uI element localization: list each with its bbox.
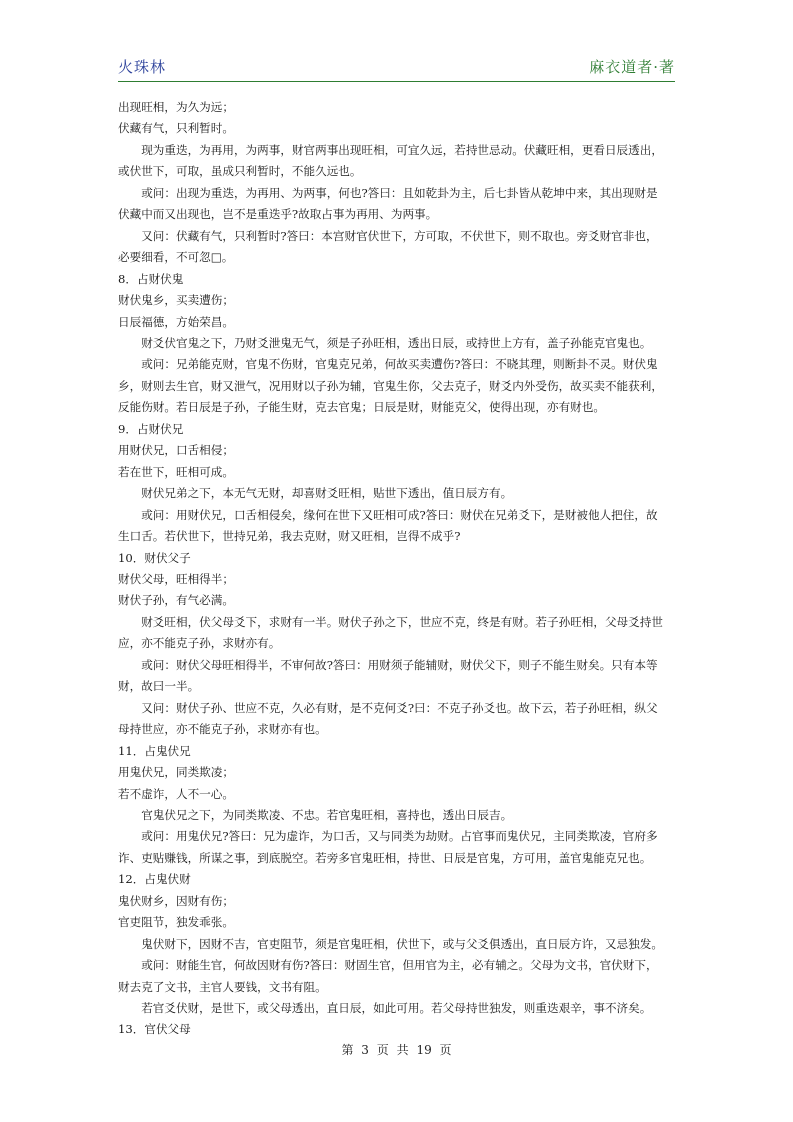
page-footer — [0, 1041, 793, 1058]
text-line: 官鬼伏兄之下，为同类欺凌、不忠。若官鬼旺相，喜持也，透出日辰吉。 — [118, 807, 513, 822]
total-label: 共 — [396, 1043, 409, 1057]
text-line: 必要细看，不可忽□。 — [118, 250, 234, 265]
text-line: 乡，财则去生官，财又泄气，况用财以子孙为辅，官鬼生你，父去克子，财爻内外受伤，故买卖不能获利， — [118, 378, 663, 393]
text-line: 若官爻伏财，是世下，或父母透出，直日辰，如此可用。若父母持世独发，则重迭艰辛，事不济矣。 — [118, 1001, 652, 1016]
text-line: 或伏世下，可取，虽成只利暂时，不能久远也。 — [118, 164, 362, 179]
text-line: 11．占鬼伏兄 — [118, 743, 191, 758]
text-line: 出现旺相，为久为远； — [118, 100, 234, 114]
text-line: 又问：伏藏有气，只利暂时?答曰：本宫财官伏世下，方可取，不伏世下，则不取也。旁爻财官非也， — [118, 228, 658, 243]
text-line: 用鬼伏兄，同类欺凌； — [118, 765, 234, 780]
page-unit: 页 — [376, 1043, 389, 1057]
author-credit: 麻衣道者·著 — [589, 58, 675, 76]
page-number: 3 — [361, 1043, 369, 1057]
header-divider — [118, 81, 675, 82]
text-line: 现为重迭，为再用，为两事，财官两事出现旺相，可宜久远，若持世忌动。伏藏旺相，更看日辰透出， — [118, 142, 663, 157]
text-line: 8．占财伏鬼 — [118, 271, 184, 286]
text-line: 用财伏兄，口舌相侵； — [118, 443, 234, 458]
text-line: 10．财伏父子 — [118, 550, 191, 565]
text-line: 伏藏中而又出现也，岂不是重迭乎?故取占事为再用、为两事。 — [118, 207, 438, 222]
text-line: 日辰福德，方始荣昌。 — [118, 314, 234, 329]
text-line: 官吏阻节，独发乖张。 — [118, 915, 234, 930]
text-line: 又问：财伏子孙、世应不克，久必有财，是不克何爻?曰：不克子孙爻也。故下云，若子孙旺相，纵父 — [118, 700, 658, 715]
text-line: 9．占财伏兄 — [118, 421, 184, 436]
text-line: 鬼伏财下，因财不吉，官吏阻节，须是官鬼旺相，伏世下，或与父爻俱透出，直日辰方许，又忌独发。 — [118, 936, 663, 951]
text-line: 若在世下，旺相可成。 — [118, 464, 234, 479]
document-body — [118, 97, 675, 1041]
text-line: 财伏子孙，有气必满。 — [118, 593, 234, 608]
page-header — [118, 56, 675, 80]
text-line: 或问：财伏父母旺相得半，不审何故?答曰：用财须子能辅财，财伏父下，则子不能生财矣。只有本等 — [118, 657, 658, 672]
total-unit: 页 — [439, 1043, 452, 1057]
text-line: 或问：用财伏兄，口舌相侵矣，缘何在世下又旺相可成?答曰：财伏在兄弟爻下，是财被他人把住，故 — [118, 507, 658, 522]
text-line: 12．占鬼伏财 — [118, 872, 191, 887]
text-line: 财，故曰一半。 — [118, 679, 200, 694]
text-line: 财伏父母，旺相得半； — [118, 571, 234, 586]
text-line: 或问：兄弟能克财，官鬼不伤财，官鬼克兄弟，何故买卖遭伤?答曰：不晓其理，则断卦不灵。财伏鬼 — [118, 357, 658, 372]
text-line: 生口舌。若伏世下，世持兄弟，我去克财，财又旺相，岂得不成乎? — [118, 529, 461, 544]
text-line: 应，亦不能克子孙，求财亦有。 — [118, 636, 281, 651]
text-line: 或问：用鬼伏兄?答曰：兄为虚诈，为口舌，又与同类为劫财。占官事而鬼伏兄，主同类欺凌，官府多 — [118, 829, 658, 844]
text-line: 鬼伏财乡，因财有伤； — [118, 893, 234, 908]
page-label: 第 — [341, 1043, 354, 1057]
book-title: 火珠林 — [118, 58, 167, 76]
text-line: 或问：出现为重迭，为再用、为两事，何也?答曰：且如乾卦为主，后七卦皆从乾坤中来，其出现财是 — [118, 185, 658, 200]
text-line: 财伏兄弟之下，本无气无财，却喜财爻旺相，贴世下透出，值日辰方有。 — [118, 486, 513, 501]
text-line: 诈、吏贴赚钱，所谋之事，到底脱空。若旁多官鬼旺相，持世、日辰是官鬼，方可用，盖官鬼能克兄也。 — [118, 850, 652, 865]
text-line: 反能伤财。若日辰是子孙，子能生财，克去官鬼；日辰是财，财能克父，使得出现，亦有财也。 — [118, 400, 605, 415]
text-line: 伏藏有气，只利暂时。 — [118, 121, 234, 136]
text-line: 或问：财能生官，何故因财有伤?答曰：财固生官，但用官为主，必有辅之。父母为文书，官伏财下， — [118, 958, 658, 973]
text-line: 13．官伏父母 — [118, 1022, 191, 1037]
text-line: 财爻旺相，伏父母爻下，求财有一半。财伏子孙之下，世应不克，终是有财。若子孙旺相，父母爻持世 — [118, 614, 663, 629]
text-line: 财爻伏官鬼之下，乃财爻泄鬼无气，须是子孙旺相，透出日辰，或持世上方有，盖子孙能克官鬼也。 — [118, 335, 652, 350]
text-line: 财伏鬼乡，买卖遭伤； — [118, 293, 234, 308]
total-pages: 19 — [416, 1043, 432, 1057]
text-line: 财去克了文书，主官人要钱，文书有阻。 — [118, 979, 327, 994]
text-line: 母持世应，亦不能克子孙，求财亦有也。 — [118, 722, 327, 737]
text-line: 若不虚诈，人不一心。 — [118, 786, 234, 801]
